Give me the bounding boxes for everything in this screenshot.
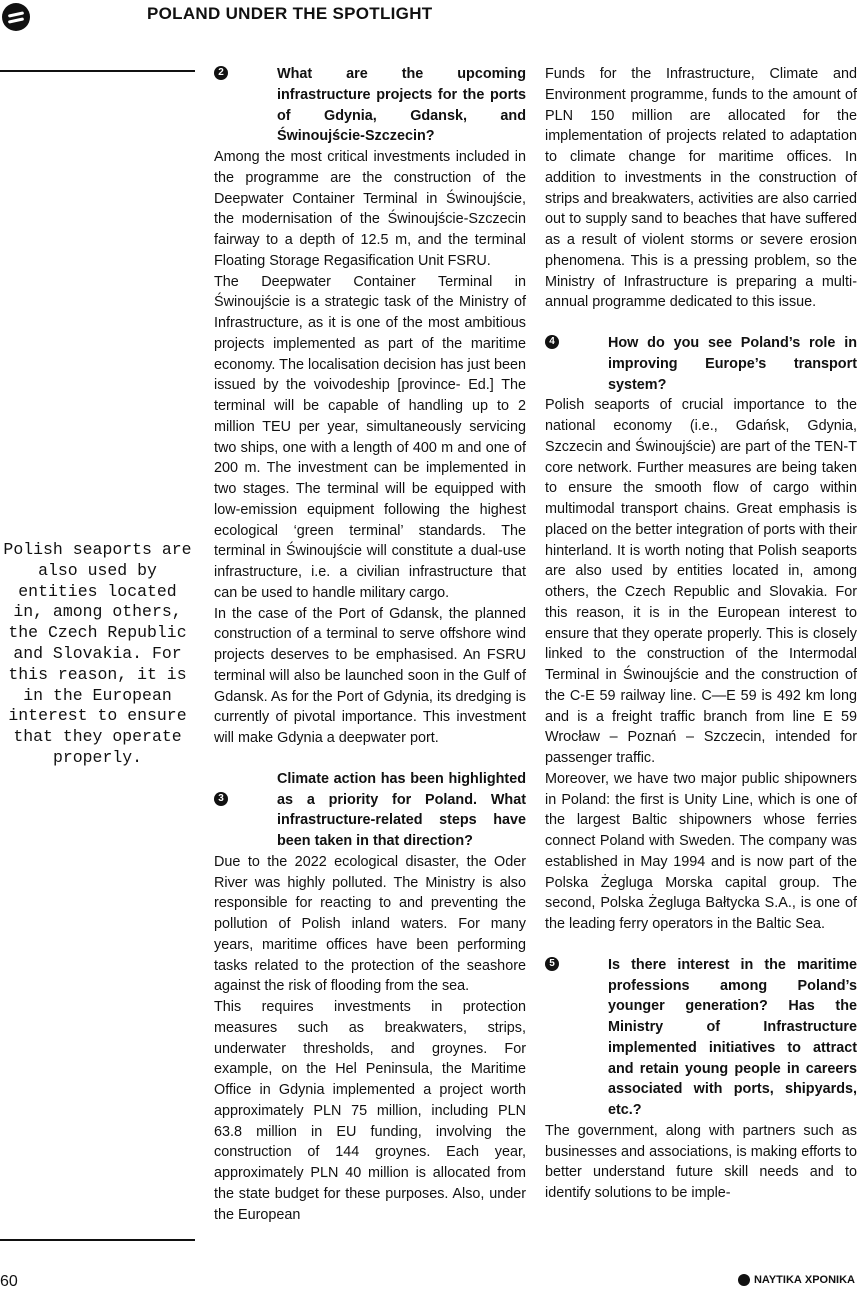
answer-paragraph: Due to the 2022 ecological disaster, the Oder River was highly polluted. The Ministry is also responsible for reacting to and preventing the pollution of Polish inland waters. For many years, maritime offices have been performing tasks related to the protection of the seashore against the risk of flooding from the sea. — [214, 853, 526, 995]
pull-quote-top-rule — [0, 70, 195, 72]
question-text: What are the upcoming infrastructure projects for the ports of Gdynia, Gdansk, and Świnoujście-Szczecin? — [277, 66, 526, 145]
page-number: 60 — [0, 1273, 18, 1290]
brand-logo-icon — [738, 1274, 750, 1286]
question-4 — [545, 333, 857, 395]
question-2 — [214, 64, 526, 147]
magazine-logo-icon — [2, 3, 30, 31]
publication-brand — [738, 1274, 855, 1286]
answer-paragraph: The Deepwater Container Terminal in Świnoujście is a strategic task of the Ministry of Infrastructure, as it is one of the most ambitious projects implemented as part of the maritime economy. The localisation decision has just been issued by the voivodeship [province- Ed.] The terminal will be capable of handling up to 2 million TEU per year, simultaneously servicing two ships, one with a length of 400 m and one of 200 m. The investment can be implemented in two stages. The terminal will be equipped with low-emission equipment following the highest ecological ‘green terminal’ standards. The terminal in Świnoujście will constitute a dual-use infrastructure, i.e. a civilian infrastructure that can be used to handle military cargo. — [214, 273, 526, 601]
pull-quote-bottom-rule — [0, 1239, 195, 1241]
answer-paragraph: Among the most critical investments included in the programme are the construction of the Deepwater Container Terminal in Świnoujście, the modernisation of the Świnoujście-Szczecin fairway to a depth of 12.5 m, and the terminal Floating Storage Regasification Unit FSRU. — [214, 149, 526, 269]
question-number-badge: 4 — [545, 335, 559, 349]
section-title: POLAND UNDER THE SPOTLIGHT — [147, 4, 433, 23]
answer-paragraph: In the case of the Port of Gdansk, the planned construction of a terminal to serve offshore wind projects deserves to be emphasised. An FSRU terminal will also be launched soon in the Gulf of Gdansk. As for the Port of Gdynia, its dredging is currently of pivotal importance. This investment will make Gdynia a deepwater port. — [214, 605, 526, 746]
question-text: Is there interest in the maritime professions among Poland’s younger generation? Has the Ministry of Infrastructure implemented initiatives to attract and retain young people in careers associated with ports, shipyards, etc.? — [608, 956, 857, 1118]
answer-paragraph: The government, along with partners such as businesses and associations, is making efforts to better understand future skill needs and to identify solutions to be imple- — [545, 1122, 857, 1201]
answer-paragraph: This requires investments in protection measures such as breakwaters, strips, underwater thresholds, and groynes. For example, on the Hel Peninsula, the Maritime Office in Gdynia implemented a project worth approximately PLN 75 million, including PLN 63.8 million in EU funding, involving the construction of 144 groynes. Each year, approximately PLN 40 million is allocated from the state budget for these purposes. Also, under the European — [214, 999, 526, 1223]
question-text: Climate action has been highlighted as a priority for Poland. What infrastructure-related steps have been taken in that direction? — [277, 770, 526, 849]
question-5 — [545, 955, 857, 1121]
answer-paragraph: Funds for the Infrastructure, Climate and Environment programme, funds to the amount of PLN 150 million are allocated for the implementation of projects related to adaptation to climate change for maritime offices. In addition to investments in the construction of strips and breakwaters, activities are also carried out to supply sand to beaches that have suffered as a result of violent storms or severe erosion phenomena. This is a pressing problem, so the Ministry of Infrastructure is preparing a multi-annual programme dedicated to this issue. — [545, 66, 857, 311]
answer-paragraph: Polish seaports of crucial importance to the national economy (i.e., Gdańsk, Gdynia, Szczecin and Świnoujście) are part of the TEN-T core network. Further measures are being taken to ensure the smooth flow of cargo within multimodal transport chains. Great emphasis is placed on the better integration of ports with their hinterland. It is worth noting that Polish seaports are also used by entities located in, among others, the Czech Republic and Slovakia. For this reason, it is in the European interest to ensure that they operate properly. This is closely linked to the construction of the Intermodal Terminal in Świnoujście and the construction of the C-E 59 railway line. C—E 59 is 492 km long and is a freight traffic branch from line E 59 Wrocław – Poznań – Szczecin, intended for passenger traffic. — [545, 397, 857, 766]
question-number-badge: 5 — [545, 957, 559, 971]
brand-name: ΝΑΥΤΙΚΑ ΧΡΟΝΙΚΑ — [753, 1274, 855, 1286]
pull-quote: Polish seaports are also used by entities located in, among others, the Czech Republic and Slovakia. For this reason, it is in the European interest to ensure that they operate properly. — [3, 540, 192, 767]
article-column-1 — [214, 64, 526, 1225]
question-text: How do you see Poland’s role in improving Europe’s transport system? — [608, 335, 857, 393]
question-number-badge: 3 — [214, 792, 228, 806]
answer-paragraph: Moreover, we have two major public shipowners in Poland: the first is Unity Line, which is one of the largest Baltic shipowners whose ferries connect Poland with Sweden. The company was established in May 1994 and is now part of the Polska Żegluga Morska capital group. The second, Polska Żegluga Bałtycka S.A., is one of the leading ferry operators in the Baltic Sea. — [545, 770, 857, 932]
article-column-2 — [545, 64, 857, 1204]
question-3 — [214, 769, 526, 852]
question-number-badge: 2 — [214, 66, 228, 80]
